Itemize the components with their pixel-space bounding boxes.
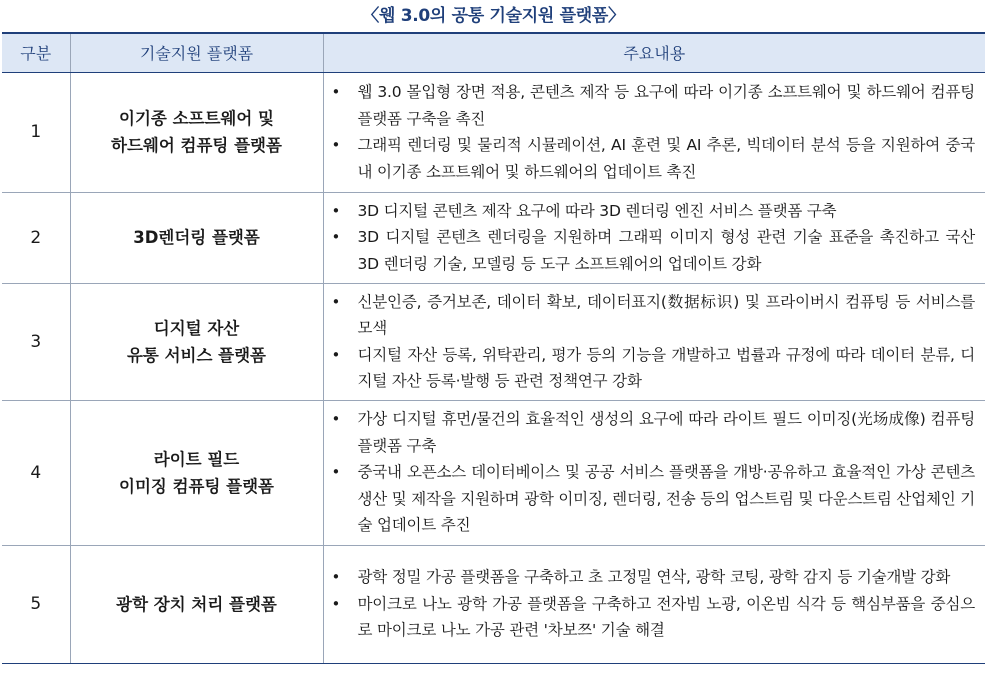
table-row xyxy=(2,545,985,663)
bullet-icon: • xyxy=(331,292,341,311)
row-number: 3 xyxy=(2,283,70,400)
content-cell xyxy=(323,283,985,400)
list-item xyxy=(328,79,976,132)
platform-name: 광학 장치 처리 플랫폼 xyxy=(70,545,323,663)
row-number: 1 xyxy=(2,72,70,192)
header-platform: 기술지원 플랫폼 xyxy=(70,33,323,72)
platform-name: 이기종 소프트웨어 및 하드웨어 컴퓨팅 플랫폼 xyxy=(70,72,323,192)
list-item xyxy=(328,198,976,225)
header-row xyxy=(2,33,985,72)
item-text: 3D 디지털 콘텐츠 렌더링을 지원하며 그래픽 이미지 형성 관련 기술 표준을 촉진하고 국산 3D 렌더링 기술, 모델링 등 도구 소프트웨어의 업데이트 강화 xyxy=(357,228,975,273)
platform-name: 라이트 필드 이미징 컴퓨팅 플랫폼 xyxy=(70,400,323,545)
list-item xyxy=(328,132,976,185)
row-number: 2 xyxy=(2,192,70,283)
content-cell xyxy=(323,545,985,663)
platform-name: 3D렌더링 플랫폼 xyxy=(70,192,323,283)
bullet-icon: • xyxy=(331,463,341,482)
bullet-icon: • xyxy=(331,228,341,247)
bullet-icon: • xyxy=(331,410,341,429)
item-text: 디지털 자산 등록, 위탁관리, 평가 등의 기능을 개발하고 법률과 규정에 따라 데이터 분류, 디지털 자산 등록·발행 등 관련 정책연구 강화 xyxy=(357,345,975,390)
item-text: 3D 디지털 콘텐츠 제작 요구에 따라 3D 렌더링 엔진 서비스 플랫폼 구축 xyxy=(357,201,837,220)
header-no: 구분 xyxy=(2,33,70,72)
item-text: 중국내 오픈소스 데이터베이스 및 공공 서비스 플랫폼을 개방·공유하고 효율적인 가상 콘텐츠 생산 및 제작을 지원하며 광학 이미징, 렌더링, 전송 등의 업스트림 및 다운스트림 산업체인 기술 업데이트 추진 xyxy=(357,463,976,535)
content-cell xyxy=(323,192,985,283)
row-number: 5 xyxy=(2,545,70,663)
bullet-icon: • xyxy=(331,568,341,587)
bullet-icon: • xyxy=(331,594,341,613)
list-item xyxy=(328,289,976,342)
bullet-icon: • xyxy=(331,201,341,220)
table-row xyxy=(2,192,985,283)
platform-name: 디지털 자산 유통 서비스 플랫폼 xyxy=(70,283,323,400)
bullet-icon: • xyxy=(331,345,341,364)
list-item xyxy=(328,342,976,395)
item-text: 광학 정밀 가공 플랫폼을 구축하고 초 고정밀 연삭, 광학 코팅, 광학 감지 등 기술개발 강화 xyxy=(357,568,951,587)
list-item xyxy=(328,406,976,459)
table-row xyxy=(2,283,985,400)
table-row xyxy=(2,72,985,192)
content-cell xyxy=(323,400,985,545)
list-item xyxy=(328,591,976,644)
table-row xyxy=(2,400,985,545)
item-text: 가상 디지털 휴먼/물건의 효율적인 생성의 요구에 따라 라이트 필드 이미징(光场成像) 컴퓨팅 플랫폼 구축 xyxy=(357,410,975,455)
list-item xyxy=(328,564,976,591)
item-text: 웹 3.0 몰입형 장면 적용, 콘텐츠 제작 등 요구에 따라 이기종 소프트웨어 및 하드웨어 컴퓨팅 플랫폼 구축을 촉진 xyxy=(357,83,975,128)
list-item xyxy=(328,459,976,539)
platform-table xyxy=(2,32,985,664)
bullet-icon: • xyxy=(331,136,341,154)
row-number: 4 xyxy=(2,400,70,545)
table-title: 〈웹 3.0의 공통 기술지원 플랫폼〉 xyxy=(362,6,625,26)
header-content: 주요내용 xyxy=(323,33,985,72)
content-cell xyxy=(323,72,985,192)
list-item xyxy=(328,224,976,277)
bullet-icon: • xyxy=(331,83,341,101)
item-text: 신분인증, 증거보존, 데이터 확보, 데이터표지(数据标识) 및 프라이버시 컴퓨팅 등 서비스를 모색 xyxy=(357,292,975,337)
item-text: 그래픽 렌더링 및 물리적 시뮬레이션, AI 훈련 및 AI 추론, 빅데이터 분석 등을 지원하여 중국내 이기종 소프트웨어 및 하드웨어의 업데이트 촉진 xyxy=(357,136,975,181)
item-text: 마이크로 나노 광학 가공 플랫폼을 구축하고 전자빔 노광, 이온빔 식각 등 핵심부품을 중심으로 마이크로 나노 가공 관련 '차보쯔' 기술 해결 xyxy=(357,594,975,640)
